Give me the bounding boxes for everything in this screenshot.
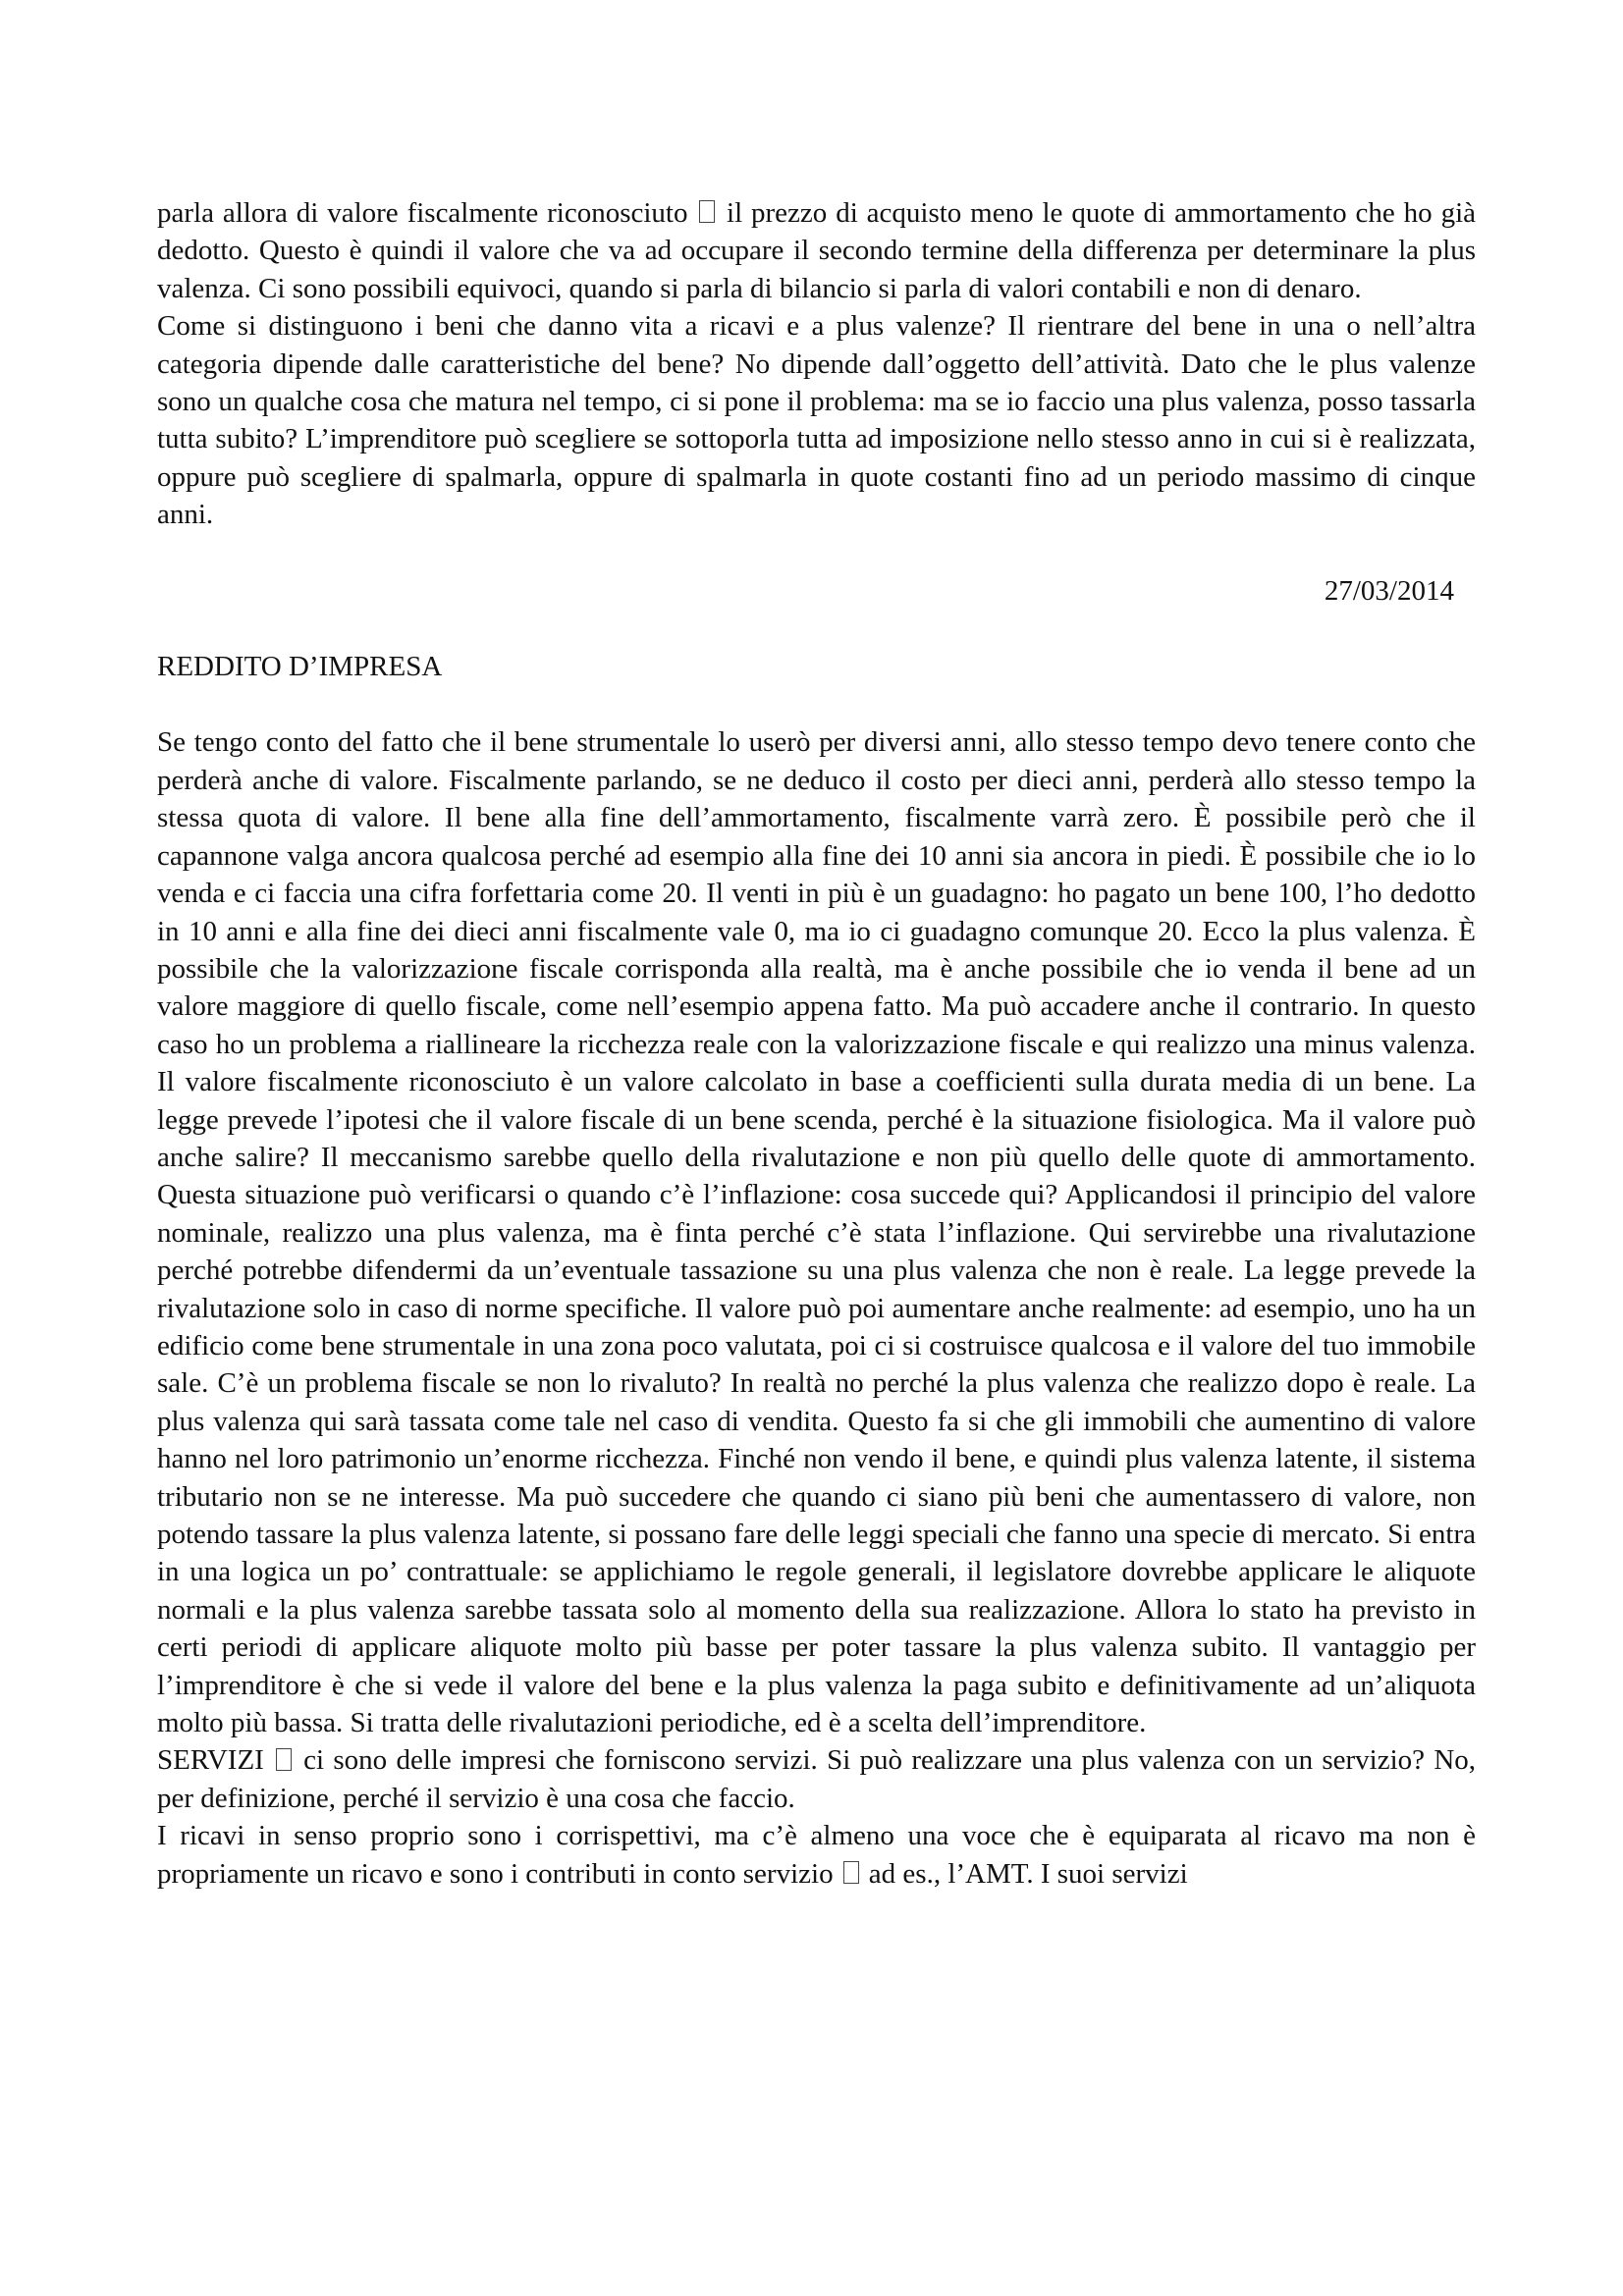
section-heading: REDDITO D’IMPRESA — [157, 651, 443, 683]
paragraph-ricavi-plusvalenze: Come si distinguono i beni che danno vita a ricavi e a plus valenze? Il rientrare del bene in una o nell’altra categoria dipende dalle caratteristiche del bene? No dipende dall’oggetto dell’attività. Dato che le plus valenze sono un qualche cosa che matura nel tempo, ci si pone il problema: ma se io faccio una plus valenza, posso tassarla tutta subito? L’imprenditore può scegliere se sottoporla tutta ad imposizione nello stesso anno in cui si è realizzata, oppure può scegliere di spalmarla, oppure di spalmarla in quote costanti fino ad un periodo massimo di cinque anni. — [157, 310, 1476, 531]
paragraph-text: ci sono delle impresi che forniscono servizi. Si può realizzare una plus valenza con un servizio? No, per definizione, perché il servizio è una cosa che faccio. — [157, 1744, 1477, 1814]
paragraph-text: ad es., l’AMT. I suoi servizi — [868, 1857, 1188, 1890]
paragraph-servizi — [157, 1741, 1476, 1817]
missing-arrow-glyph-icon — [276, 1748, 292, 1771]
paragraph-reddito-impresa: Se tengo conto del fatto che il bene strumentale lo userò per diversi anni, allo stesso tempo devo tenere conto che perderà anche di valore. Fiscalmente parlando, se ne deduco il costo per dieci anni, perderà allo stesso tempo la stessa quota di valore. Il bene alla fine dell’ammortamento, fiscalmente varrà zero. È possibile però che il capannone valga ancora qualcosa perché ad esempio alla fine dei 10 anni sia ancora in piedi. È possibile che io lo venda e ci faccia una cifra forfettaria come 20. Il venti in più è un guadagno: ho pagato un bene 100, l’ho dedotto in 10 anni e alla fine dei dieci anni fiscalmente vale 0, ma io ci guadagno comunque 20. Ecco la plus valenza. È possibile che la valorizzazione fiscale corrisponda alla realtà, ma è anche possibile che io venda il bene ad un valore maggiore di quello fiscale, come nell’esempio appena fatto. Ma può accadere anche il contrario. In questo caso ho un problema a riallineare la ricchezza reale con la valorizzazione fiscale e qui realizzo una minus valenza. Il valore fiscalmente riconosciuto è un valore calcolato in base a coefficienti sulla durata media di un bene. La legge prevede l’ipotesi che il valore fiscale di un bene scenda, perché è la situazione fisiologica. Ma il valore può anche salire? Il meccanismo sarebbe quello della rivalutazione e non più quello delle quote di ammortamento. Questa situazione può verificarsi o quando c’è l’inflazione: cosa succede qui? Applicandosi il principio del valore nominale, realizzo una plus valenza, ma è finta perché c’è stata l’inflazione. Qui servirebbe una rivalutazione perché potrebbe difendermi da un’eventuale tassazione su una plus valenza che non è reale. La legge prevede la rivalutazione solo in caso di norme specifiche. Il valore può poi aumentare anche realmente: ad esempio, uno ha un edificio come bene strumentale in una zona poco valutata, poi ci si costruisce qualcosa e il valore del tuo immobile sale. C’è un problema fiscale se non lo rivaluto? In realtà no perché la plus valenza che realizzo dopo è reale. La plus valenza qui sarà tassata come tale nel caso di vendita. Questo fa si che gli immobili che aumentino di valore hanno nel loro patrimonio un’enorme ricchezza. Finché non vendo il bene, e quindi plus valenza latente, il sistema tributario non se ne interesse. Ma può succedere che quando ci siano più beni che aumentassero di valore, non potendo tassare la plus valenza latente, si possano fare delle leggi speciali che fanno una specie di mercato. Si entra in una logica un po’ contrattuale: se applichiamo le regole generali, il legislatore dovrebbe applicare le aliquote normali e la plus valenza sarebbe tassata solo al momento della sua realizzazione. Allora lo stato ha previsto in certi periodi di applicare aliquote molto più basse per poter tassare la plus valenza subito. Il vantaggio per l’imprenditore è che si vede il valore del bene e la plus valenza la paga subito e definitivamente ad un’aliquota molto più bassa. Si tratta delle rivalutazioni periodiche, ed è a scelta dell’imprenditore. — [157, 726, 1476, 1739]
paragraph-text: il prezzo di acquisto meno le quote di ammortamento che ho già dedotto. Questo è quindi il valore che va ad occupare il secondo termine della differenza per determinare la plus valenza. Ci sono possibili equivoci, quando si parla di bilancio si parla di valori contabili e non di denaro. — [157, 197, 1477, 304]
missing-arrow-glyph-icon — [843, 1861, 859, 1884]
paragraph-text: I ricavi in senso proprio sono i corrispettivi, ma c’è almeno una voce che è equiparata al ricavo ma non è propriamente un ricavo e sono i contributi in conto servizio — [157, 1820, 1476, 1890]
paragraph-text: parla allora di valore fiscalmente riconosciuto — [157, 197, 688, 229]
lecture-date: 27/03/2014 — [1324, 574, 1454, 607]
paragraph-ricavi-contributi — [157, 1817, 1476, 1893]
document-page — [157, 194, 1476, 1893]
paragraph-valore-fiscale — [157, 194, 1476, 307]
missing-arrow-glyph-icon — [699, 200, 715, 223]
paragraph-label: SERVIZI — [157, 1744, 264, 1777]
